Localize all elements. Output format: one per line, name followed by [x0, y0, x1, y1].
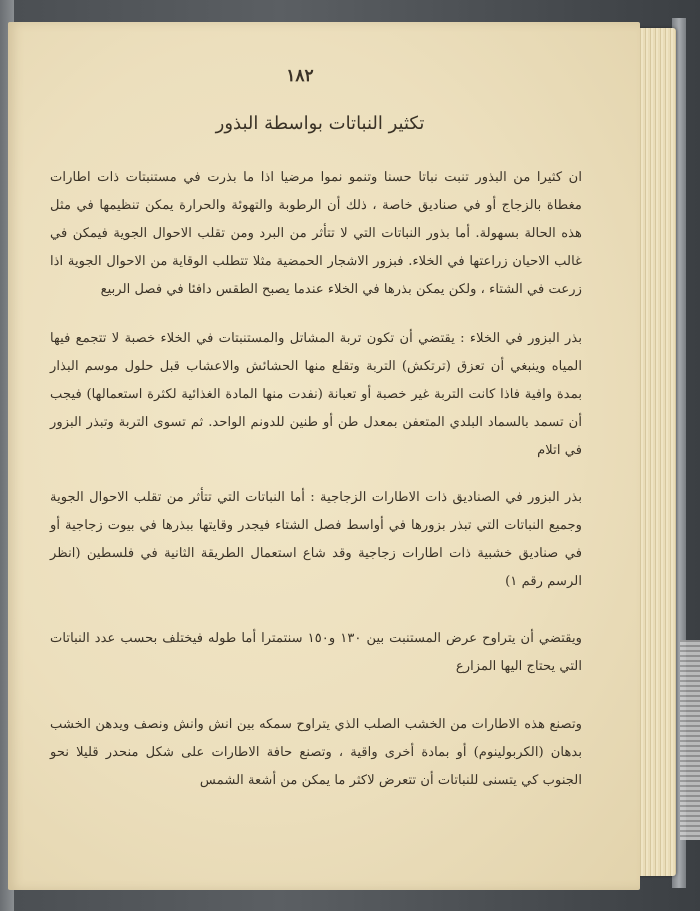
- paragraph-open-field-sowing: بذر البزور في الخلاء : يقتضي أن تكون تربة المشاتل والمستنبتات في الخلاء خصبة لا تتجمع فيها المياه وينبغي أن تعزق (ترتكش) التربة وتقلع منها الحشائش والاعشاب قبل حلول موسم البذار بمدة وافية فاذا كانت التربة غير خصبة أو تعبانة (نفدت منها المادة الغذائية لكثرة استعمالها) فيجب أن تسمد بالسماد البلدي المتعفن بمعدل طن أو طنين للدونم الواحد. ثم تسوى التربة وتبذر البزور في اتلام: [50, 331, 582, 458]
- paragraph-intro: ان كثيرا من البذور تنبت نباتا حسنا وتنمو نموا مرضيا اذا ما بذرت في مستنبتات ذات اطارات مغطاة بالزجاج أو في صناديق خاصة ، ذلك أن الرطوبة والتهوئة والحرارة يمكن تنظيمها في مثل هذه الحالة بسهولة. أما بذور النباتات التي لا تتأثر من البرد ومن تقلب الاحوال الجوية فيمكن في غالب الاحيان زراعتها في الخلاء. فبزور الاشجار الحمضية مثلا تتطلب الوقاية من الاحوال الجوية اذا زرعت في الشتاء ، ولكن يمكن بذرها في الخلاء عندما يصبح الطقس دافئا في فصل الربيع: [50, 170, 582, 297]
- paragraph-glass-frame-sowing: بذر البزور في الصناديق ذات الاطارات الزجاجية : أما النباتات التي تتأثر من تقلب الاحوال الجوية وجميع النباتات التي تبذر بزورها في أواسط فصل الشتاء فيجدر وقايتها ببذرها في بيوت زجاجية أو في صناديق خشبية ذات اطارات زجاجية وقد شاع استعمال الطريقة الثانية في فلسطين (انظر الرسم رقم ١): [50, 490, 582, 589]
- paragraph-frame-construction: وتصنع هذه الاطارات من الخشب الصلب الذي يتراوح سمكه بين انش وانش ونصف ويدهن الخشب بدهان (الكربولينوم) أو بمادة أخرى واقية ، وتصنع حافة الاطارات على شكل منحدر قليلا نحو الجنوب كي يتسنى للنباتات أن تتعرض لاكثر ما يمكن من أشعة الشمس: [50, 717, 582, 788]
- page-number: ١٨٢: [286, 66, 314, 86]
- page-title: تكثير النباتات بواسطة البذور: [215, 113, 425, 134]
- paragraph-bed-dimensions: ويقتضي أن يتراوح عرض المستنبت بين ١٣٠ و١٥٠ سنتمترا أما طوله فيختلف بحسب عدد النباتات التي يحتاج اليها المزارع: [50, 631, 583, 674]
- spine-fray: [680, 640, 700, 840]
